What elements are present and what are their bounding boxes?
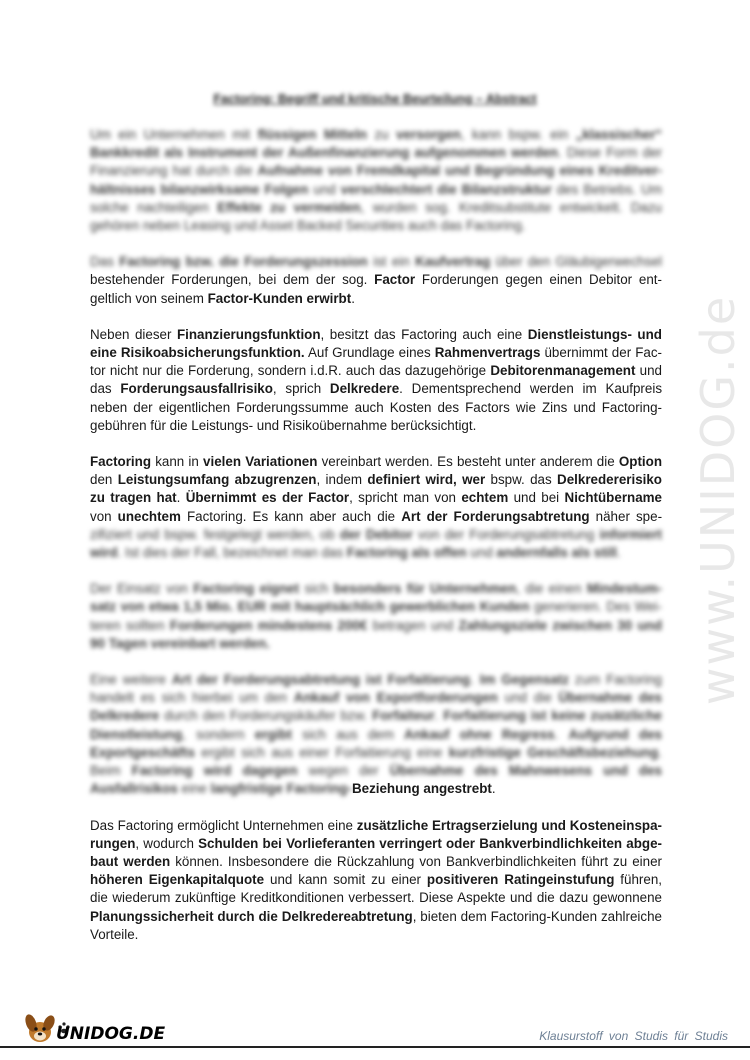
text-run: eine [177, 781, 211, 797]
bold-text-run: Art der Forderungsabtretung [401, 508, 590, 524]
text-run: . [434, 708, 444, 724]
text-run: Forderungen gegen einen Debitor entgeltlich von seinem [90, 272, 662, 306]
bold-text-run: Ankauf ohne Regress [404, 726, 555, 742]
text-run: des Betriebs. Um solche nachteiligen [90, 181, 662, 215]
text-run: bspw. das [485, 472, 558, 488]
paragraph-suitability [90, 580, 662, 653]
text-run: sich [299, 581, 334, 597]
text-run: bestehender Forderungen, bei dem der sog. [90, 272, 375, 288]
bold-text-run: Im Gegensatz [479, 672, 569, 688]
text-run: , spricht man von [349, 490, 462, 506]
paragraph-intro [90, 126, 662, 235]
text-run: übernimmt der Factor nicht nur die Forderung, sondern i.d.R. auch das dazugehörige [90, 345, 662, 379]
text-run: ist ein [367, 254, 416, 270]
bold-text-run: verschlechtert die Bilanzstruktur [340, 181, 552, 197]
text-run: vereinbart werden. Es besteht unter anderem die [317, 454, 619, 470]
text-run: . [554, 726, 569, 742]
text-run: betragen und [367, 617, 459, 633]
text-run: und [466, 545, 497, 561]
text-run: können. Insbesondere die Rückzahlung von Bankverbindlichkeiten führt zu einer [170, 853, 662, 869]
document-title: Factoring: Begriff und kritische Beurteilung – Abstract [213, 92, 537, 106]
bold-text-run: Finanzierungsfunktion [176, 326, 321, 342]
bold-text-run: Factoring eignet [193, 581, 300, 597]
bold-text-run: Mindestumsatz von etwa 1,5 Mio. EUR mit hauptsächlich gewerblichen Kunden [90, 581, 662, 615]
footer-tagline: Klausurstoff von Studis für Studis [539, 1029, 728, 1043]
bold-text-run: Delkredere [329, 381, 400, 397]
bold-text-run: Forderungen mindestens 200€ [169, 617, 368, 633]
text-run: von [90, 508, 118, 524]
text-run: , wurden sog. Kreditsubstitute entwickelt. Dazu gehören neben Leasing und Asset Backed Securities auch das Factoring. [90, 199, 663, 234]
text-run: kann in [151, 454, 204, 470]
text-run: und das [90, 363, 662, 397]
paragraph-benefits [90, 817, 662, 944]
text-run: Factoring. Es kann aber auch die [180, 508, 402, 524]
text-run: . Beim [90, 744, 662, 779]
paragraph-forfaiting [90, 671, 662, 798]
text-run: . [491, 781, 496, 797]
bold-text-run: Dienstleistungs- und eine Risikoabsicherungsfunktion. [90, 326, 662, 361]
text-run: . Dementsprechend werden im Kaufpreis neben der eigentlichen Forderungssumme auch Kosten des Factors wie Zins und Factoringgebühren für die Leistungs- und Risikoübernahme berücksichtigt. [90, 381, 663, 433]
watermark-text: www.UNIDOG.de [691, 294, 745, 706]
bold-text-run: Planungssicherheit durch die Delkredereabtretung [90, 908, 413, 924]
bold-text-run: flüssigen Mitteln [257, 127, 367, 142]
bold-text-run: Schulden bei Vorlieferanten verringert oder Bankverbindlichkeiten abgebaut werden [90, 835, 662, 869]
text-run: den [90, 472, 118, 488]
text-run: Eine weitere [90, 672, 172, 688]
bold-text-run: Übernahme des Delkredere [90, 690, 662, 724]
bold-text-run: Effekte zu vermeiden [217, 199, 361, 215]
text-run: sich aus dem [291, 726, 405, 742]
bold-text-run: vielen Variationen [203, 454, 318, 470]
bold-text-run: Factoring als offen [346, 545, 467, 561]
text-run: Neben dieser [90, 326, 177, 342]
text-run: Das [90, 254, 120, 270]
footer-divider [0, 1046, 750, 1048]
text-run: Das Factoring ermöglicht Unternehmen eine [90, 817, 357, 833]
text-run: Um ein Unternehmen mit [90, 127, 258, 142]
bold-text-run: Factoring bzw. die Forderungszession [119, 254, 368, 270]
bold-text-run: kurzfristige Geschäftsbeziehung [448, 744, 659, 760]
text-run: führen, die wiederum zukünftige Kreditkonditionen verbessert. Diese Aspekte und die dazu gewonnene [90, 872, 662, 906]
bold-text-run: Option [618, 454, 662, 470]
watermark [688, 250, 748, 750]
text-run: , besitzt das Factoring auch eine [320, 326, 528, 342]
text-run: wegen der [297, 763, 390, 779]
bold-text-run: langfristige Factoring- [210, 781, 352, 797]
text-run: , kann bspw. ein [460, 127, 576, 142]
text-run: Auf Grundlage eines [304, 345, 435, 361]
bold-text-run: andernfalls als still [496, 545, 617, 561]
text-run: . Ist dies der Fall, bezeichnet man das [117, 545, 347, 561]
bold-text-run: Forfaiteur [372, 708, 435, 724]
text-run: , bieten dem Factoring-Kunden zahlreiche Vorteile. [90, 908, 662, 942]
bold-text-run: Leistungsumfang abzugrenzen [117, 472, 317, 488]
bold-text-run: Factor-Kunden erwirbt [207, 290, 352, 306]
text-run: , indem [316, 472, 368, 488]
text-run: . [351, 290, 355, 306]
text-run: ergibt sich aus einer Forfaitierung eine [194, 744, 449, 760]
bold-text-run: versorgen [396, 127, 461, 142]
text-run: . [470, 672, 480, 688]
bold-text-run: Beziehung angestrebt [351, 781, 492, 797]
logo-text: UNIDOG.DE [56, 1024, 166, 1044]
bold-text-run: Factoring wird dagegen [131, 763, 298, 779]
bold-text-run: Nichtübername [564, 490, 663, 506]
text-run: . Diese Form der Finanzierung hat durch die [90, 145, 662, 179]
bold-text-run: zusätzliche Ertragserzielung und Kosteneinsparungen [90, 817, 663, 851]
text-run: generieren. Des Weiteren sollten [90, 599, 662, 633]
bold-text-run: Übernahme des Mahnwesens und des Ausfallrisikos [90, 763, 663, 797]
bold-text-run: Art der Forderungsabtretung ist Forfaitierung [171, 672, 471, 688]
forfaiting-blurred [90, 672, 662, 796]
bold-text-run: höheren Eigenkapitalquote [90, 872, 265, 888]
bold-text-run: Forderungsausfallrisiko [120, 381, 273, 397]
variations-blurred [90, 527, 662, 560]
text-run: durch den Forderungskäufer bzw. [159, 708, 373, 724]
bold-text-run: informiert wird [90, 526, 662, 561]
bold-text-run: Rahmenvertrags [434, 345, 541, 361]
text-run: zifiziert und bspw. festgelegt werden, ob [90, 526, 340, 542]
definition-rest [90, 272, 662, 305]
text-run: , sprich [272, 381, 330, 397]
text-run: , die einen [516, 581, 587, 597]
bold-text-run: ergibt [254, 726, 292, 742]
bold-text-run: Debitorenmanagement [490, 363, 636, 379]
text-run: . [176, 490, 186, 506]
bold-text-run: echtem [461, 490, 509, 506]
text-run: und kann somit zu einer [264, 872, 427, 888]
text-run: , wodurch [135, 835, 199, 851]
text-run: und [308, 181, 341, 197]
bold-text-run: „klassischer“ Bankkredit als Instrument der Außenfinanzierung aufgenommen werden [90, 127, 662, 161]
bold-text-run: Forfaitierung ist keine zusätzliche Dienstleistung [90, 708, 662, 742]
text-run: über den Gläubigerwechsel [490, 254, 662, 270]
text-run: , sondern [182, 726, 255, 742]
bold-text-run: Kaufvertrag [415, 254, 491, 270]
bold-text-run: Factoring [90, 454, 152, 470]
text-run: von der Forderungsabtretung [412, 526, 600, 542]
bold-text-run: definiert wird, wer [367, 472, 486, 488]
text-run: Der Einsatz von [90, 581, 194, 597]
bold-text-run: der Debitor [339, 526, 413, 542]
bold-text-run: Übernimmt es der Factor [185, 490, 350, 506]
text-run: näher spe [589, 508, 663, 524]
paragraph-variations [90, 453, 662, 562]
bold-text-run: positiveren Ratingeinstufung [426, 872, 615, 888]
document-body [90, 126, 662, 962]
bold-text-run: Aufnahme von Fremdkapital und Begründung eines Kreditverhältnisses bilanzwirksame Folgen [90, 163, 663, 197]
bold-text-run: Delkredererisiko zu tragen hat [90, 472, 662, 506]
forfaiting-clear [352, 781, 496, 796]
text-run: . [616, 545, 621, 561]
text-run: und bei [508, 490, 565, 506]
bold-text-run: Factor [374, 272, 416, 288]
paragraph-functions [90, 326, 662, 435]
bold-text-run: Aufgrund des Exportgeschäfts [90, 726, 662, 760]
paragraph-definition [90, 253, 662, 308]
text-run: zu [367, 127, 397, 142]
bold-text-run: besonders für Unternehmen [333, 581, 517, 597]
text-run: und die [497, 690, 559, 706]
bold-text-run: unechtem [117, 508, 181, 524]
text-run: zum Factoring handelt es sich hierbei um den [90, 672, 662, 706]
bold-text-run: Zahlungsziele zwischen 30 und 90 Tagen vereinbart werden. [90, 617, 663, 651]
definition-first-line [90, 254, 662, 269]
variations-clear [90, 454, 662, 524]
bold-text-run: Ankauf von Exportforderungen [293, 690, 498, 706]
